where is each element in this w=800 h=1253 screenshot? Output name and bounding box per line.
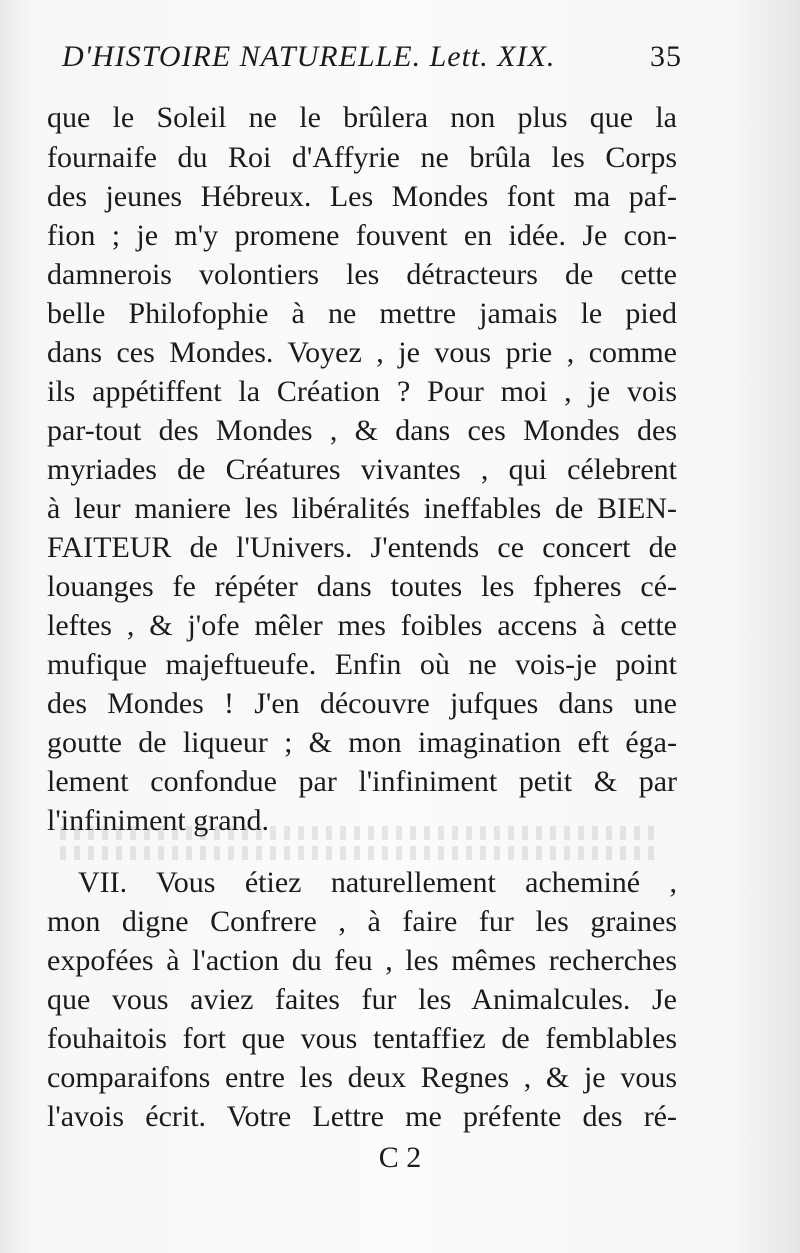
text-line: goutte de liqueur ; & mon imagination eft éga- bbox=[47, 726, 677, 759]
text-line: dans ces Mondes. Voyez , je vous prie , comme bbox=[47, 336, 677, 369]
text-line: l'avois écrit. Votre Lettre me préfente des ré- bbox=[47, 1100, 677, 1133]
signature-mark: C 2 bbox=[378, 1141, 422, 1174]
text-line: mon digne Confrere , à faire fur les graines bbox=[47, 905, 677, 938]
text-line: des jeunes Hébreux. Les Mondes font ma paf- bbox=[47, 180, 677, 213]
running-head bbox=[62, 40, 682, 80]
text-line: à leur maniere les libéralités ineffables de BIEN- bbox=[47, 492, 677, 525]
text-line: l'infiniment grand. bbox=[47, 804, 270, 837]
text-line: fion ; je m'y promene fouvent en idée. Je con- bbox=[47, 219, 677, 252]
text-line: fournaife du Roi d'Affyrie ne brûla les Corps bbox=[47, 141, 677, 174]
text-line: comparaifons entre les deux Regnes , & je vous bbox=[47, 1061, 677, 1094]
text-line: FAITEUR de l'Univers. J'entends ce concert de bbox=[47, 531, 677, 564]
text-line: ils appétiffent la Création ? Pour moi , je vois bbox=[47, 375, 677, 408]
paragraph-first-line: VII. Vous étiez naturellement acheminé , bbox=[78, 866, 677, 899]
text-line: des Mondes ! J'en découvre jufques dans une bbox=[47, 687, 677, 720]
text-line: belle Philofophie à ne mettre jamais le pied bbox=[47, 297, 677, 330]
running-head-title: D'HISTOIRE NATURELLE. Lett. XIX. bbox=[62, 40, 556, 73]
text-line: damnerois volontiers les détracteurs de cette bbox=[47, 258, 677, 291]
text-line: leftes , & j'ofe mêler mes foibles accens à cette bbox=[47, 609, 677, 642]
text-line: par-tout des Mondes , & dans ces Mondes des bbox=[47, 414, 677, 447]
bleed-through-text bbox=[60, 846, 660, 860]
text-line: mufique majeftueufe. Enfin où ne vois-je point bbox=[47, 648, 677, 681]
text-line: lement confondue par l'infiniment petit & par bbox=[47, 765, 677, 798]
text-line: myriades de Créatures vivantes , qui célebrent bbox=[47, 453, 677, 486]
page-number: 35 bbox=[650, 40, 682, 73]
text-line: que vous aviez faites fur les Animalcules. Je bbox=[47, 983, 677, 1016]
text-line: louanges fe répéter dans toutes les fpheres cé- bbox=[47, 570, 677, 603]
text-line: que le Soleil ne le brûlera non plus que la bbox=[47, 101, 677, 134]
text-line: fouhaitois fort que vous tentaffiez de femblables bbox=[47, 1022, 677, 1055]
text-line: expofées à l'action du feu , les mêmes recherches bbox=[47, 944, 677, 977]
bleed-through-text bbox=[60, 826, 660, 840]
